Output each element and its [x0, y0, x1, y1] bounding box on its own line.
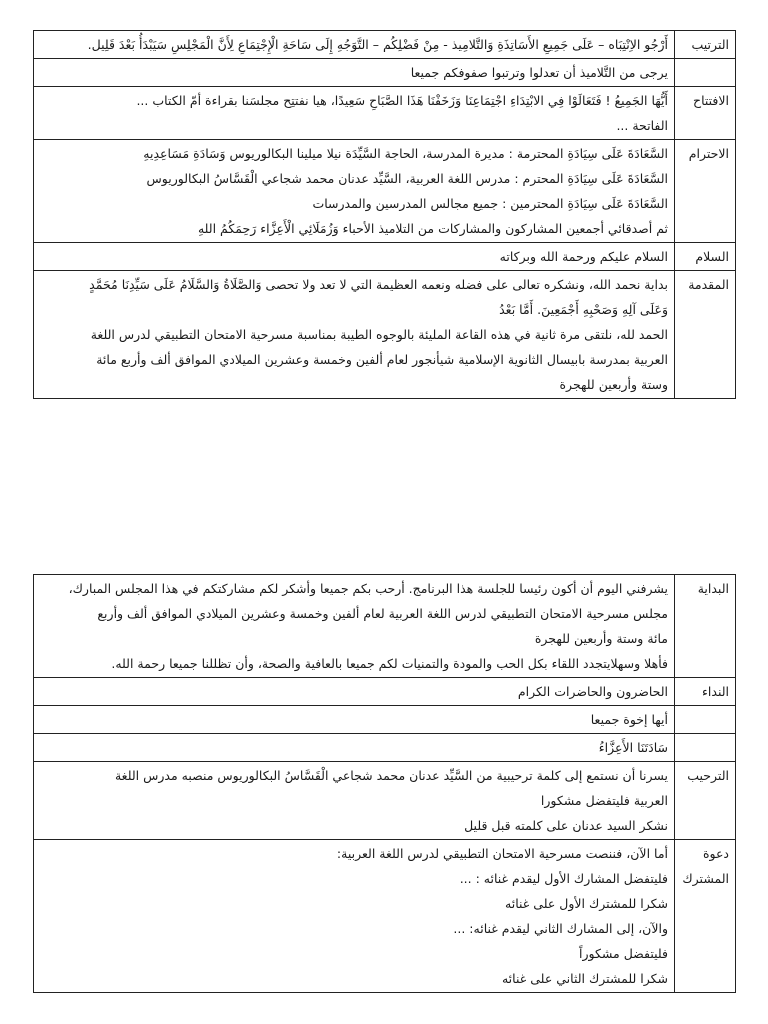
content-line: شكرا للمشترك الأول على غنائه — [505, 896, 668, 911]
row-content — [34, 140, 675, 243]
content-line: يرجى من التَّلاميذ أن تعدلوا وترتبوا صفوفكم جميعا — [410, 65, 668, 80]
row-content — [34, 678, 675, 706]
row-content — [34, 31, 675, 59]
content-line: يشرفني اليوم أن أكون رئيسا للجلسة هذا البرنامج. أرحب بكم جميعا وأشكر لكم مشاركتكم في هذا المجلس المبارك، — [68, 581, 668, 596]
content-line: شكرا للمشترك الثاني على غنائه — [501, 971, 668, 986]
row-label: الترحيب — [675, 762, 736, 840]
content-line: العربية بمدرسة بابيسال الثانوية الإسلامية شيأنجور لعام ألفين وخمسة وعشرين الميلادي الموافق ألف وأربع مائة — [96, 352, 668, 367]
content-line: بداية نحمد الله، ونشكره تعالى على فضله ونعمه العظيمة التي لا تعد ولا تحصى وَالصَّلَاةُ وَالسَّلَامُ عَلَى سَيِّدِنَا مُحَمَّدٍ — [89, 277, 668, 292]
row-content — [34, 706, 675, 734]
row-label: البداية — [675, 575, 736, 678]
row-content — [34, 734, 675, 762]
table-row — [34, 734, 736, 762]
content-line: مجلس مسرحية الامتحان التطبيقي لدرس اللغة العربية لعام ألفين وخمسة وعشرين الميلادي الموافق ألف وأربع — [97, 606, 668, 621]
content-line: السَّعَادَةَ عَلَى سِيَادَةِ المحترمين : جميع مجالس المدرسين والمدرسات — [312, 196, 668, 211]
content-line: نشكر السيد عدنان على كلمته قبل قليل — [464, 818, 668, 833]
table-row — [34, 140, 736, 243]
content-line: فليتفضل مشكوراً — [579, 946, 668, 961]
table-row — [34, 575, 736, 678]
table-row — [34, 271, 736, 399]
row-content — [34, 87, 675, 140]
content-line: سَادَتَنَا الأَعِزَّاءُ — [598, 740, 668, 755]
content-line: وستة وأربعين للهجرة — [559, 377, 668, 392]
table-row — [34, 762, 736, 840]
row-label — [675, 734, 736, 762]
content-line: السَّعَادَةَ عَلَى سِيَادَةِ المحترمة : مديرة المدرسة، الحاجة السَّيِّدَة نيلا ميلينا البكالوريوس وَسَادَةِ مَسَاعِدِيهِ — [143, 146, 668, 161]
content-line: السلام عليكم ورحمة الله وبركاته — [499, 249, 668, 264]
agenda-table-2 — [33, 574, 736, 993]
content-line: أَيُّهَا الجَمِيعُ ! فَتَعَالَوْا فِي الابْتِدَاءِ اجْتِمَاعِنَا وَزَخَفْنَا هَذَا الصَّبَاحِ سَعِيدًا، هيا نفتتِح مجلسَنا بقراءة أمّ الكتاب ... — [136, 93, 668, 108]
content-line: الحاضرون والحاضرات الكرام — [517, 684, 668, 699]
row-content — [34, 762, 675, 840]
table-row — [34, 678, 736, 706]
table-row — [34, 706, 736, 734]
content-line: أما الآن، فننصت مسرحية الامتحان التطبيقي لدرس اللغة العربية: — [336, 846, 668, 861]
row-label: النداء — [675, 678, 736, 706]
row-content — [34, 243, 675, 271]
row-content — [34, 575, 675, 678]
table-row — [34, 31, 736, 59]
table-row — [34, 87, 736, 140]
table-row — [34, 840, 736, 993]
content-line: وَعَلَى آلِهِ وَصَحْبِهِ أَجْمَعِينَ. أَمَّا بَعْدُ — [499, 302, 668, 317]
agenda-table-1 — [33, 30, 736, 399]
content-line: الحمد لله، نلتقى مرة ثانية في هذه القاعة المليئة بالوجوه الطيبة بمناسبة مسرحية الامتحان التطبيقي لدرس اللغة — [90, 327, 668, 342]
row-label: الترتيب — [675, 31, 736, 59]
row-label: السلام — [675, 243, 736, 271]
table-row — [34, 59, 736, 87]
row-label — [675, 706, 736, 734]
content-line: فليتفضل المشارك الأول ليقدم غنائه : ... — [459, 871, 668, 886]
row-content — [34, 271, 675, 399]
row-content — [34, 840, 675, 993]
row-label — [675, 59, 736, 87]
row-label: دعوة المشترك — [675, 840, 736, 993]
table-row — [34, 243, 736, 271]
content-line: والآن، إلى المشارك الثاني ليقدم غنائه: ... — [453, 921, 668, 936]
row-content — [34, 59, 675, 87]
content-line: أيها إخوة جميعا — [590, 712, 668, 727]
content-line: يسرنا أن نستمع إلى كلمة ترحيبية من السَّيِّد عدنان محمد شجاعي الْقَسَّاسُ البكالوريوس منصبه مدرس اللغة — [114, 768, 668, 783]
content-line: مائة وستة وأربعين للهجرة — [534, 631, 668, 646]
content-line: أَرْجُو الاِنْتِبَاه – عَلَى جَمِيعِ الأَسَاتِذَةِ وَالتَّلامِيذ - مِنْ فَضْلِكُم – التَّوَجُهِ إِلَى سَاحَةِ الْإِجْتِمَاعِ لِأَنَّ الْمَجْلِسِ سَيَبْدَأُ بَعْدَ قَلِيل. — [87, 37, 668, 52]
row-label: الاحترام — [675, 140, 736, 243]
content-line: فأهلا وسهلايتجدد اللقاء بكل الحب والمودة والتمنيات لكم جميعا بالعافية والصحة، وأن تظللنا جميعا رحمة الله. — [111, 656, 668, 671]
content-line: السَّعَادَةَ عَلَى سِيَادَةِ المحترم : مدرس اللغة العربية، السَّيِّد عدنان محمد شجاعي الْقَسَّاسُ البكالوريوس — [146, 171, 668, 186]
content-line: العربية فليتفضل مشكورا — [540, 793, 668, 808]
row-label: المقدمة — [675, 271, 736, 399]
content-line: ثم أصدقائي أجمعين المشاركون والمشاركات من التلاميذ الأحباء وَزُمَلَائِي الْأَعِزَّاء رَحِمَكُمُ اللهِ — [197, 221, 668, 236]
content-line: الفاتحة ... — [616, 118, 668, 133]
row-label: الافتتاح — [675, 87, 736, 140]
